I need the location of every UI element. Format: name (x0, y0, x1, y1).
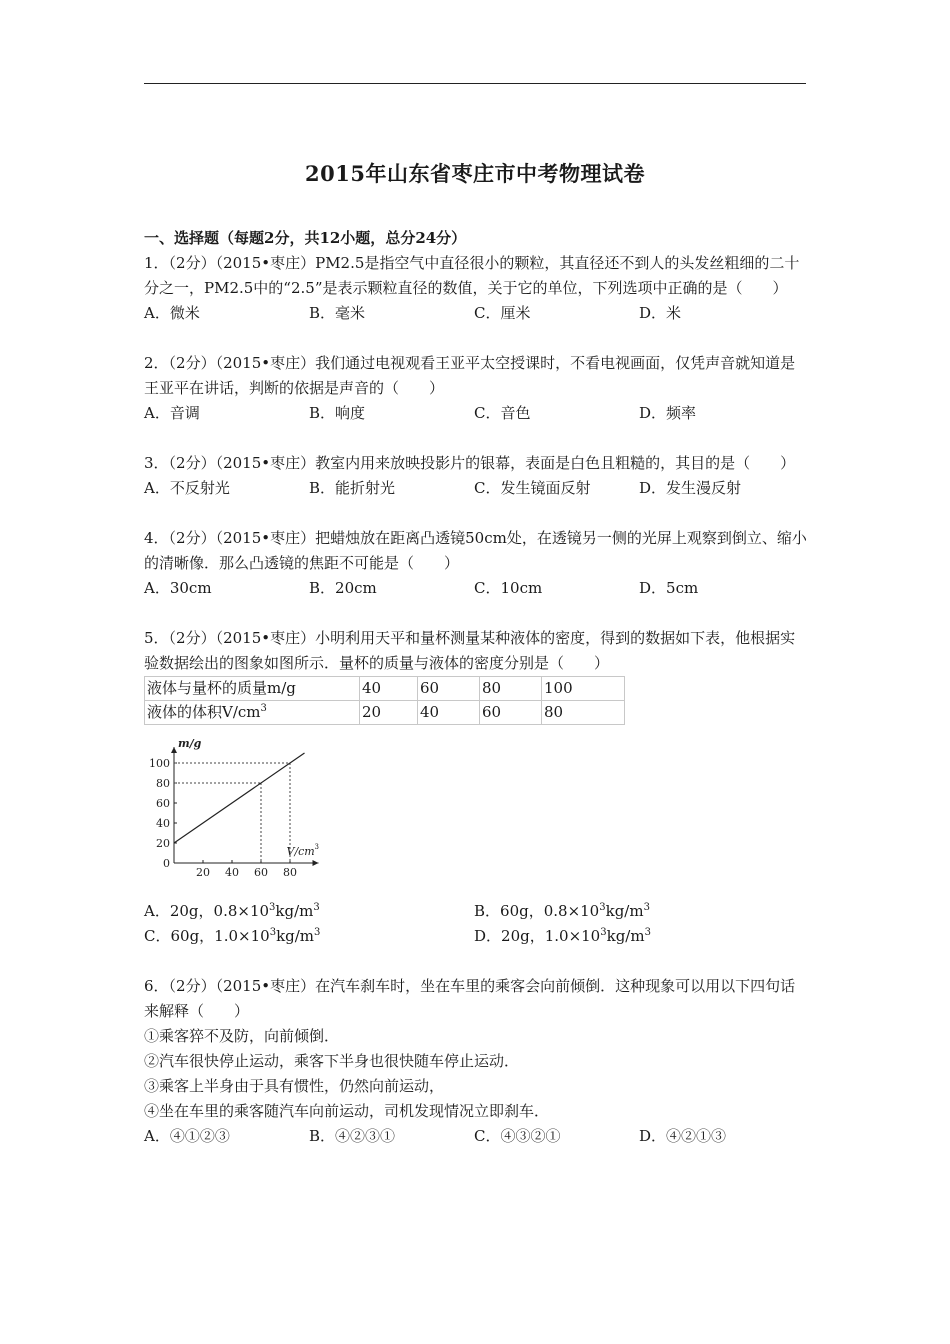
option-text: kg/m (276, 927, 315, 945)
option-b[interactable]: B．④②③① (309, 1127, 396, 1145)
table-cell: 60 (480, 701, 542, 725)
option-d[interactable]: D．5cm (639, 579, 699, 597)
mass-volume-graph (144, 733, 808, 893)
question-4 (144, 526, 808, 601)
x-axis-label-sup: 3 (314, 843, 319, 851)
graph-svg (144, 733, 344, 893)
option-text: D．20g，1.0×10 (474, 927, 601, 945)
step-item: ①乘客猝不及防，向前倾倒． (144, 1027, 340, 1045)
section-heading: 一、选择题（每题2分，共12小题，总分24分） (144, 229, 467, 247)
y-axis-arrow (171, 747, 177, 753)
option-text: kg/m (605, 902, 644, 920)
question-text: 1．（2分）（2015•枣庄）PM2.5是指空气中直径很小的颗粒，其直径还不到人的头发丝粗细的二十分之一，PM2.5中的“2.5”是表示颗粒直径的数值，关于它的单位，下列选项中正确的是（ ） (144, 254, 800, 297)
table-row (145, 677, 625, 701)
option-a[interactable]: A．微米 (144, 304, 200, 322)
y-tick-label: 0 (163, 857, 170, 870)
question-text: 4．（2分）（2015•枣庄）把蜡烛放在距离凸透镜50cm处，在透镜另一侧的光屏上观察到倒立、缩小的清晰像．那么凸透镜的焦距不可能是（ ） (144, 529, 807, 572)
superscript: 3 (313, 902, 320, 913)
option-d[interactable]: D．米 (639, 304, 682, 322)
option-a[interactable]: A．音调 (144, 404, 200, 422)
option-b[interactable]: B．20cm (309, 579, 377, 597)
question-5 (144, 626, 808, 949)
option-b[interactable] (474, 899, 804, 924)
superscript: 3 (314, 927, 321, 938)
table-cell: 40 (360, 677, 418, 701)
question-options (144, 401, 808, 426)
option-a[interactable]: A．④①②③ (144, 1127, 230, 1145)
y-tick-label: 20 (156, 837, 170, 850)
question-1 (144, 251, 808, 326)
superscript: 3 (269, 927, 277, 938)
y-tick-label: 40 (156, 817, 170, 830)
superscript: 3 (260, 703, 267, 714)
question-options (144, 1124, 808, 1149)
reasoning-steps (144, 1024, 808, 1124)
step-item: ④坐在车里的乘客随汽车向前运动，司机发现情况立即刹车． (144, 1102, 550, 1120)
superscript: 3 (643, 902, 650, 913)
superscript: 3 (269, 902, 276, 913)
option-b[interactable]: B．响度 (309, 404, 366, 422)
page-title: 2015年山东省枣庄市中考物理试卷 (305, 161, 645, 186)
option-c[interactable]: C．发生镜面反射 (474, 479, 591, 497)
question-options (144, 924, 808, 949)
superscript: 3 (599, 902, 606, 913)
option-c[interactable]: C．10cm (474, 579, 543, 597)
x-axis-arrow (313, 860, 319, 866)
table-row (145, 701, 625, 725)
option-c[interactable]: C．音色 (474, 404, 531, 422)
question-6 (144, 974, 808, 1149)
option-a[interactable] (144, 899, 474, 924)
option-c[interactable]: C．厘米 (474, 304, 531, 322)
question-text: 2．（2分）（2015•枣庄）我们通过电视观看王亚平太空授课时，不看电视画面，仅凭声音就知道是王亚平在讲话，判断的依据是声音的（ ） (144, 354, 796, 397)
question-text: 3．（2分）（2015•枣庄）教室内用来放映投影片的银幕，表面是白色且粗糙的，其目的是（ ） (144, 454, 796, 472)
option-text: kg/m (606, 927, 645, 945)
table-cell: 80 (542, 701, 625, 725)
y-axis-label: m/g (178, 737, 202, 750)
option-c[interactable]: C．④③②① (474, 1127, 561, 1145)
option-text: C．60g，1.0×10 (144, 927, 270, 945)
step-item: ③乘客上半身由于具有惯性，仍然向前运动， (144, 1077, 445, 1095)
cell-text: 液体的体积V/cm (147, 703, 261, 721)
option-a[interactable]: A．30cm (144, 579, 212, 597)
option-text: B．60g，0.8×10 (474, 902, 600, 920)
table-cell: 80 (480, 677, 542, 701)
y-tick-label: 80 (156, 777, 170, 790)
question-2 (144, 351, 808, 426)
y-tick-label: 100 (149, 757, 170, 770)
question-text: 6．（2分）（2015•枣庄）在汽车刹车时，坐在车里的乘客会向前倾倒．这种现象可以用以下四句话来解释（ ） (144, 977, 796, 1020)
x-axis-label: V/cm (286, 845, 315, 858)
option-text: A．20g，0.8×10 (144, 902, 270, 920)
table-cell: 40 (418, 701, 480, 725)
x-tick-label: 60 (254, 866, 268, 879)
step-item: ②汽车很快停止运动，乘客下半身也很快随车停止运动． (144, 1052, 520, 1070)
question-text: 5．（2分）（2015•枣庄）小明利用天平和量杯测量某种液体的密度，得到的数据如下表，他根据实验数据绘出的图象如图所示．量杯的质量与液体的密度分别是（ ） (144, 629, 796, 672)
option-d[interactable]: D．频率 (639, 404, 697, 422)
option-text: kg/m (275, 902, 314, 920)
question-options (144, 576, 808, 601)
superscript: 3 (600, 927, 607, 938)
data-table (144, 676, 625, 725)
option-d[interactable]: D．④②①③ (639, 1127, 727, 1145)
question-options (144, 476, 808, 501)
table-cell: 液体与量杯的质量m/g (145, 677, 360, 701)
table-cell (145, 701, 360, 725)
top-rule (144, 83, 806, 84)
exam-content (144, 226, 808, 1149)
question-3 (144, 451, 808, 501)
x-tick-label: 80 (283, 866, 297, 879)
data-line (174, 753, 305, 843)
option-b[interactable]: B．毫米 (309, 304, 366, 322)
table-cell: 20 (360, 701, 418, 725)
option-a[interactable]: A．不反射光 (144, 479, 230, 497)
option-d[interactable]: D．发生漫反射 (639, 479, 742, 497)
option-d[interactable] (474, 924, 804, 949)
table-cell: 60 (418, 677, 480, 701)
x-tick-label: 40 (225, 866, 239, 879)
x-tick-label: 20 (196, 866, 210, 879)
option-b[interactable]: B．能折射光 (309, 479, 396, 497)
option-c[interactable] (144, 924, 474, 949)
table-cell: 100 (542, 677, 625, 701)
superscript: 3 (644, 927, 651, 938)
y-tick-label: 60 (156, 797, 170, 810)
question-options (144, 899, 808, 924)
question-options (144, 301, 808, 326)
